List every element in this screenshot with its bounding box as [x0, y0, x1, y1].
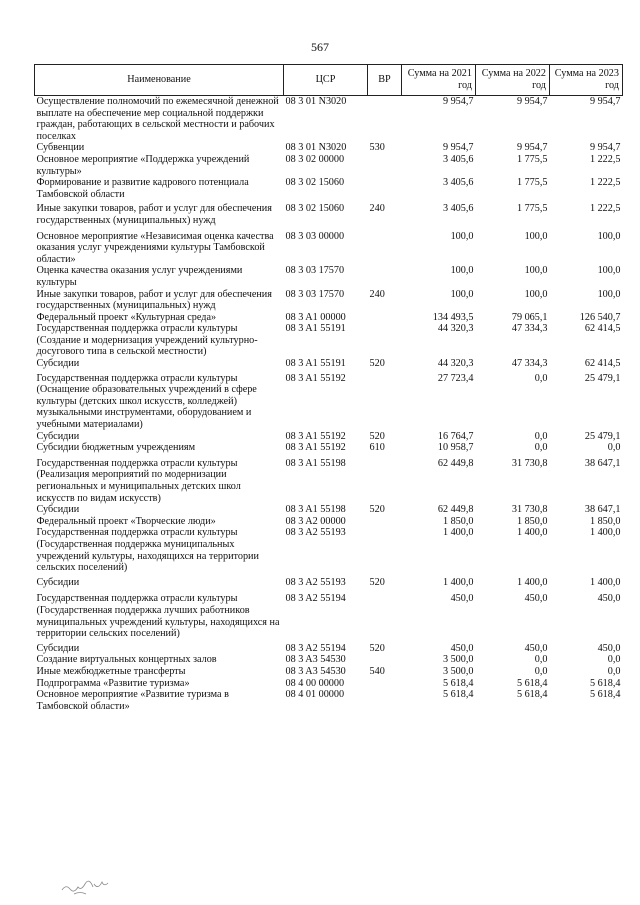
cell-sum-2022: 9 954,7: [516, 96, 548, 107]
cell-sum-2021: 1 400,0: [442, 576, 474, 588]
cell-vr: [368, 177, 402, 200]
cell-csr: 08 3 A1 00000: [285, 311, 346, 323]
cell-csr: 08 3 A1 55192: [285, 430, 346, 442]
cell-sum-2023: 62 414,5: [584, 358, 621, 370]
cell-sum-2021: 1 850,0: [442, 515, 474, 527]
cell-csr: 08 3 02 00000: [285, 153, 345, 165]
cell-csr: 08 3 A1 55191: [285, 358, 346, 370]
cell-sum-2023: 1 222,5: [589, 203, 621, 215]
cell-name: Иные закупки товаров, работ и услуг для обеспечения государственных (муниципальных) нужд: [36, 288, 272, 312]
table-row: [35, 370, 623, 431]
cell-sum-2023: 9 954,7: [589, 142, 621, 154]
cell-name: Основное мероприятие «Поддержка учреждений культуры»: [36, 153, 250, 177]
cell-csr: 08 3 A1 55192: [285, 372, 346, 384]
cell-csr: 08 3 02 15060: [285, 203, 345, 215]
cell-vr: [368, 312, 402, 324]
cell-name: Субсидии: [36, 504, 80, 516]
table-row: [35, 312, 623, 324]
cell-sum-2023: 5 618,4: [589, 689, 621, 701]
cell-name: Федеральный проект «Культурная среда»: [36, 311, 217, 323]
cell-sum-2023: 0,0: [607, 442, 621, 454]
cell-csr: 08 3 A1 55198: [285, 457, 346, 469]
cell-vr: 240: [369, 203, 385, 215]
cell-name: Государственная поддержка отрасли культуры (Создание и модернизация учреждений культурно-досугового типа в сельской местности): [36, 323, 258, 358]
cell-sum-2022: 450,0: [524, 593, 548, 605]
table-row: [35, 689, 623, 712]
table-row: [35, 96, 623, 143]
header-name: Наименование: [35, 65, 284, 96]
cell-name: Иные межбюджетные трансферты: [36, 665, 186, 677]
cell-sum-2021: 450,0: [450, 642, 474, 654]
table-row: [35, 454, 623, 504]
cell-sum-2021: 16 764,7: [437, 430, 474, 442]
table-row: [35, 227, 623, 266]
cell-sum-2023: 1 222,5: [589, 177, 621, 189]
cell-name: Субсидии: [36, 358, 80, 370]
cell-csr: 08 3 02 15060: [285, 177, 345, 189]
handwritten-mark: [60, 876, 120, 898]
cell-csr: 08 3 A2 55194: [285, 642, 346, 654]
cell-sum-2022: 0,0: [534, 430, 548, 442]
table-row: [35, 588, 623, 639]
cell-sum-2022: 100,0: [524, 265, 548, 277]
cell-vr: [368, 516, 402, 528]
cell-sum-2022: 47 334,3: [511, 358, 548, 370]
budget-table: [34, 64, 623, 712]
cell-vr: [368, 689, 402, 712]
cell-sum-2023: 1 400,0: [589, 576, 621, 588]
cell-name: Субсидии: [36, 576, 80, 588]
cell-vr: 520: [369, 504, 385, 516]
cell-sum-2021: 62 449,8: [437, 504, 474, 516]
cell-vr: [368, 654, 402, 666]
cell-csr: 08 3 03 00000: [285, 230, 345, 242]
table-row: [35, 358, 623, 370]
cell-sum-2021: 9 954,7: [442, 142, 474, 154]
cell-name: Иные закупки товаров, работ и услуг для обеспечения государственных (муниципальных) нужд: [36, 203, 272, 226]
cell-vr: 540: [369, 665, 385, 677]
cell-sum-2021: 27 723,4: [437, 372, 474, 384]
cell-sum-2023: 100,0: [597, 288, 621, 300]
page-number: 567: [311, 40, 329, 54]
cell-vr: [368, 678, 402, 690]
cell-sum-2022: 1 850,0: [516, 515, 548, 527]
cell-sum-2022: 1 400,0: [516, 576, 548, 588]
cell-name: Государственная поддержка отрасли культуры (Реализация мероприятий по модернизации региональных и муниципальных детских школ искусств по видам искусств): [36, 457, 241, 504]
cell-name: Государственная поддержка отрасли культуры (Государственная поддержка муниципальных учреждений культуры, находящихся на территории сельских поселений): [36, 527, 259, 574]
cell-vr: [368, 527, 402, 573]
table-row: [35, 574, 623, 589]
table-row: [35, 527, 623, 573]
cell-sum-2021: 3 405,6: [442, 153, 474, 165]
cell-csr: 08 3 A3 54530: [285, 665, 346, 677]
table-row: [35, 654, 623, 666]
cell-vr: [368, 265, 402, 288]
cell-csr: 08 3 A1 55198: [285, 504, 346, 516]
cell-csr: 08 3 03 17570: [285, 288, 345, 300]
cell-vr: [368, 370, 402, 431]
cell-sum-2022: 0,0: [534, 665, 548, 677]
cell-name: Основное мероприятие «Независимая оценка качества оказания услуг учреждениями культуры Тамбовской области»: [36, 230, 274, 265]
cell-sum-2023: 1 400,0: [589, 527, 621, 539]
cell-sum-2023: 100,0: [597, 230, 621, 242]
cell-sum-2021: 1 400,0: [442, 527, 474, 539]
table-row: [35, 504, 623, 516]
cell-csr: 08 3 A2 00000: [285, 515, 346, 527]
cell-sum-2022: 100,0: [524, 288, 548, 300]
cell-csr: 08 3 A1 55192: [285, 442, 346, 454]
cell-sum-2021: 100,0: [450, 265, 474, 277]
cell-vr: 530: [369, 142, 385, 154]
cell-sum-2021: 3 500,0: [442, 665, 474, 677]
cell-sum-2023: 38 647,1: [584, 504, 621, 516]
cell-csr: 08 3 A3 54530: [285, 654, 346, 666]
cell-sum-2023: 25 479,1: [584, 372, 621, 384]
cell-sum-2021: 450,0: [450, 593, 474, 605]
cell-name: Подпрограмма «Развитие туризма»: [36, 677, 190, 689]
cell-sum-2022: 0,0: [534, 442, 548, 454]
cell-sum-2021: 9 954,7: [442, 96, 474, 107]
cell-sum-2021: 3 405,6: [442, 203, 474, 215]
cell-name: Государственная поддержка отрасли культуры (Оснащение образовательных учреждений в сфере культуры (детских школ искусств, колледжей) музыкальными инструментами, оборудованием и учебными материалами): [36, 372, 257, 431]
cell-csr: 08 4 00 00000: [285, 677, 345, 689]
cell-sum-2023: 1 222,5: [589, 153, 621, 165]
header-sum-2021: Сумма на 2021 год: [402, 65, 476, 96]
cell-name: Формирование и развитие кадрового потенциала Тамбовской области: [36, 177, 249, 200]
header-sum-2022: Сумма на 2022 год: [476, 65, 550, 96]
cell-sum-2022: 47 334,3: [511, 323, 548, 335]
cell-name: Осуществление полномочий по ежемесячной денежной выплате на обеспечение мер социальной поддержки граждан, работающих в сельской местности и рабочих поселках: [36, 96, 279, 142]
cell-sum-2023: 1 850,0: [589, 515, 621, 527]
cell-vr: [368, 154, 402, 177]
cell-sum-2022: 1 775,5: [516, 177, 548, 189]
cell-csr: 08 3 A1 55191: [285, 323, 346, 335]
table-row: [35, 142, 623, 154]
cell-name: Федеральный проект «Творческие люди»: [36, 515, 216, 527]
cell-vr: [368, 454, 402, 504]
cell-sum-2023: 62 414,5: [584, 323, 621, 335]
cell-sum-2021: 3 500,0: [442, 654, 474, 666]
table-row: [35, 200, 623, 226]
cell-sum-2022: 1 400,0: [516, 527, 548, 539]
cell-sum-2023: 126 540,7: [579, 311, 621, 323]
table-row: [35, 177, 623, 200]
cell-sum-2021: 62 449,8: [437, 457, 474, 469]
table-row: [35, 431, 623, 443]
cell-sum-2022: 0,0: [534, 372, 548, 384]
cell-sum-2021: 100,0: [450, 230, 474, 242]
cell-csr: 08 3 A2 55193: [285, 576, 346, 588]
cell-sum-2022: 79 065,1: [511, 311, 548, 323]
cell-name: Субсидии: [36, 642, 80, 654]
table-row: [35, 516, 623, 528]
cell-vr: [368, 323, 402, 358]
cell-sum-2022: 100,0: [524, 230, 548, 242]
cell-name: Субсидии: [36, 430, 80, 442]
table-row: [35, 640, 623, 655]
table-row: [35, 154, 623, 177]
table-row: [35, 323, 623, 358]
header-sum-2023: Сумма на 2023 год: [550, 65, 623, 96]
cell-sum-2021: 44 320,3: [437, 358, 474, 370]
cell-vr: 520: [369, 576, 385, 588]
cell-csr: 08 3 A2 55194: [285, 593, 346, 605]
table-row: [35, 678, 623, 690]
cell-sum-2021: 3 405,6: [442, 177, 474, 189]
cell-sum-2021: 5 618,4: [442, 677, 474, 689]
table-header: [35, 65, 623, 96]
cell-sum-2021: 134 493,5: [432, 311, 474, 323]
cell-vr: [368, 96, 402, 143]
table-body: [35, 96, 623, 713]
cell-sum-2023: 450,0: [597, 593, 621, 605]
table-row: [35, 666, 623, 678]
cell-sum-2022: 5 618,4: [516, 689, 548, 701]
cell-sum-2023: 0,0: [607, 654, 621, 666]
cell-sum-2021: 44 320,3: [437, 323, 474, 335]
cell-csr: 08 3 A2 55193: [285, 527, 346, 539]
cell-sum-2022: 450,0: [524, 642, 548, 654]
cell-vr: 520: [369, 358, 385, 370]
cell-vr: 240: [369, 288, 385, 300]
table-row: [35, 442, 623, 454]
header-vr: ВР: [368, 65, 402, 96]
cell-sum-2023: 9 954,7: [589, 96, 621, 107]
cell-sum-2022: 5 618,4: [516, 677, 548, 689]
cell-name: Создание виртуальных концертных залов: [36, 654, 217, 666]
cell-sum-2023: 100,0: [597, 265, 621, 277]
cell-sum-2021: 5 618,4: [442, 689, 474, 701]
cell-sum-2021: 10 958,7: [437, 442, 474, 454]
cell-csr: 08 4 01 00000: [285, 689, 345, 701]
cell-sum-2022: 1 775,5: [516, 203, 548, 215]
cell-csr: 08 3 01 N3020: [285, 142, 347, 154]
cell-name: Государственная поддержка отрасли культуры (Государственная поддержка лучших работников муниципальных учреждений культуры, находящихся на территории сельских поселений): [36, 593, 280, 640]
cell-vr: 520: [369, 642, 385, 654]
cell-csr: 08 3 03 17570: [285, 265, 345, 277]
cell-sum-2023: 5 618,4: [589, 677, 621, 689]
cell-vr: 610: [369, 442, 385, 454]
cell-name: Субвенции: [36, 142, 85, 154]
cell-sum-2022: 1 775,5: [516, 153, 548, 165]
table-row: [35, 265, 623, 288]
cell-name: Субсидии бюджетным учреждениям: [36, 442, 196, 454]
cell-sum-2021: 100,0: [450, 288, 474, 300]
table-row: [35, 289, 623, 312]
cell-vr: [368, 588, 402, 639]
cell-name: Оценка качества оказания услуг учреждениями культуры: [36, 265, 243, 288]
cell-sum-2022: 9 954,7: [516, 142, 548, 154]
cell-csr: 08 3 01 N3020: [285, 96, 347, 107]
cell-vr: 520: [369, 430, 385, 442]
cell-name: Основное мероприятие «Развитие туризма в Тамбовской области»: [36, 689, 229, 712]
cell-sum-2022: 31 730,8: [511, 504, 548, 516]
cell-sum-2023: 25 479,1: [584, 430, 621, 442]
cell-sum-2023: 38 647,1: [584, 457, 621, 469]
cell-sum-2022: 31 730,8: [511, 457, 548, 469]
cell-vr: [368, 227, 402, 266]
header-csr: ЦСР: [284, 65, 368, 96]
cell-sum-2023: 0,0: [607, 665, 621, 677]
cell-sum-2023: 450,0: [597, 642, 621, 654]
cell-sum-2022: 0,0: [534, 654, 548, 666]
